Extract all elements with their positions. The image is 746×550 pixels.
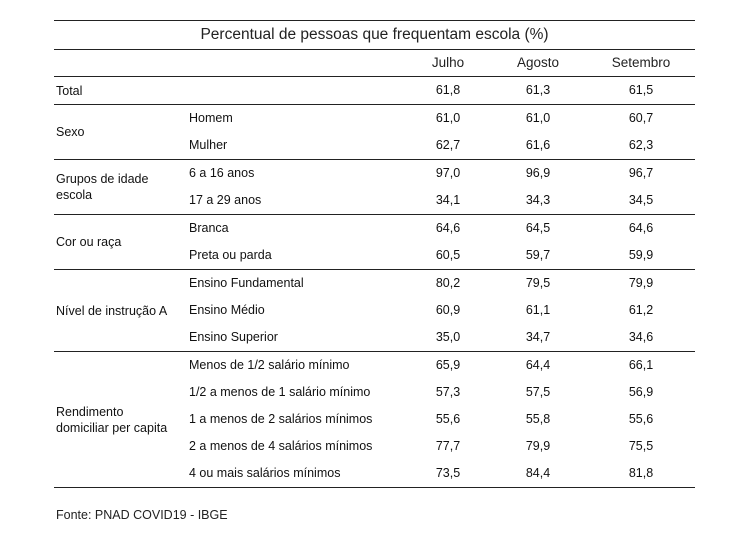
row-group [54,160,695,215]
value-cell: 61,2 [628,303,654,317]
table-row [184,242,695,269]
value-cell: 34,3 [525,193,551,207]
table-row [184,132,695,159]
value-cell: 61,5 [628,83,654,97]
group-label-text: Cor ou raça [56,235,122,249]
table-row [184,270,695,297]
row-label: Homem [189,111,233,125]
table-row [184,433,695,460]
value-cell: 61,1 [525,303,551,317]
value-cell: 55,6 [435,412,461,426]
table-row [184,460,695,487]
row-label: Menos de 1/2 salário mínimo [189,358,350,372]
value-cell: 62,3 [628,138,654,152]
column-header-julho: Julho [431,55,465,70]
value-cell: 64,5 [525,221,551,235]
row-label: Ensino Médio [189,303,265,317]
value-cell: 61,6 [525,138,551,152]
table-row [184,77,695,104]
value-cell: 97,0 [435,166,461,180]
value-cell: 56,9 [628,385,654,399]
row-label: Ensino Fundamental [189,276,304,290]
table-row [184,352,695,379]
row-group [54,270,695,352]
row-label: Branca [189,221,229,235]
group-label-text: Rendimento domiciliar per capita [56,404,168,435]
value-cell: 65,9 [435,358,461,372]
table-row [184,324,695,351]
table-title: Percentual de pessoas que frequentam escola (%) [54,20,695,50]
value-cell: 77,7 [435,439,461,453]
value-cell: 60,9 [435,303,461,317]
row-group [54,77,695,105]
value-cell: 61,0 [435,111,461,125]
value-cell: 61,0 [525,111,551,125]
table-row [184,160,695,187]
value-cell: 61,8 [435,83,461,97]
value-cell: 96,7 [628,166,654,180]
row-label: 2 a menos de 4 salários mínimos [189,439,373,453]
value-cell: 62,7 [435,138,461,152]
value-cell: 59,9 [628,248,654,262]
row-group [54,352,695,488]
row-label [184,77,407,104]
value-cell: 34,6 [628,330,654,344]
group-label-text: Total [56,83,83,98]
value-cell: 34,7 [525,330,551,344]
group-label-text: Grupos de idade escola [56,172,149,202]
row-label: 17 a 29 anos [189,193,262,207]
value-cell: 55,8 [525,412,551,426]
column-header-agosto: Agosto [516,55,560,70]
value-cell: 60,7 [628,111,654,125]
header-blank-subcategory [184,50,407,76]
value-cell: 81,8 [628,466,654,480]
school-attendance-table [54,20,695,488]
header-blank-category [54,50,184,76]
value-cell: 34,5 [628,193,654,207]
group-label [54,215,184,269]
header-row [54,50,695,77]
table-row [184,406,695,433]
value-cell: 96,9 [525,166,551,180]
value-cell: 84,4 [525,466,551,480]
value-cell: 34,1 [435,193,461,207]
column-header-setembro: Setembro [611,55,671,70]
value-cell: 35,0 [435,330,461,344]
group-label [54,77,184,104]
table-row [184,105,695,132]
row-label: 1/2 a menos de 1 salário mínimo [189,385,371,399]
value-cell: 64,6 [628,221,654,235]
row-label: 4 ou mais salários mínimos [189,466,341,480]
group-label [54,270,184,351]
value-cell: 79,5 [525,276,551,290]
table-row [184,297,695,324]
row-group [54,105,695,160]
source-note: Fonte: PNAD COVID19 - IBGE [56,508,228,522]
row-label: Mulher [189,138,228,152]
value-cell: 80,2 [435,276,461,290]
value-cell: 57,5 [525,385,551,399]
value-cell: 64,6 [435,221,461,235]
row-label: Ensino Superior [189,330,278,344]
row-label: 6 a 16 anos [189,166,255,180]
value-cell: 59,7 [525,248,551,262]
value-cell: 79,9 [628,276,654,290]
value-cell: 64,4 [525,358,551,372]
row-group [54,215,695,270]
group-label-text: Sexo [56,125,85,139]
group-label [54,160,184,214]
group-label [54,352,184,487]
table-row [184,379,695,406]
row-label: Preta ou parda [189,248,272,262]
value-cell: 73,5 [435,466,461,480]
row-label: 1 a menos de 2 salários mínimos [189,412,373,426]
value-cell: 57,3 [435,385,461,399]
value-cell: 55,6 [628,412,654,426]
group-label-text: Nível de instrução A [56,303,168,318]
value-cell: 60,5 [435,248,461,262]
value-cell: 79,9 [525,439,551,453]
value-cell: 66,1 [628,358,654,372]
group-label [54,105,184,159]
table-row [184,187,695,214]
value-cell: 61,3 [525,83,551,97]
table-body [54,77,695,488]
table-row [184,215,695,242]
value-cell: 75,5 [628,439,654,453]
